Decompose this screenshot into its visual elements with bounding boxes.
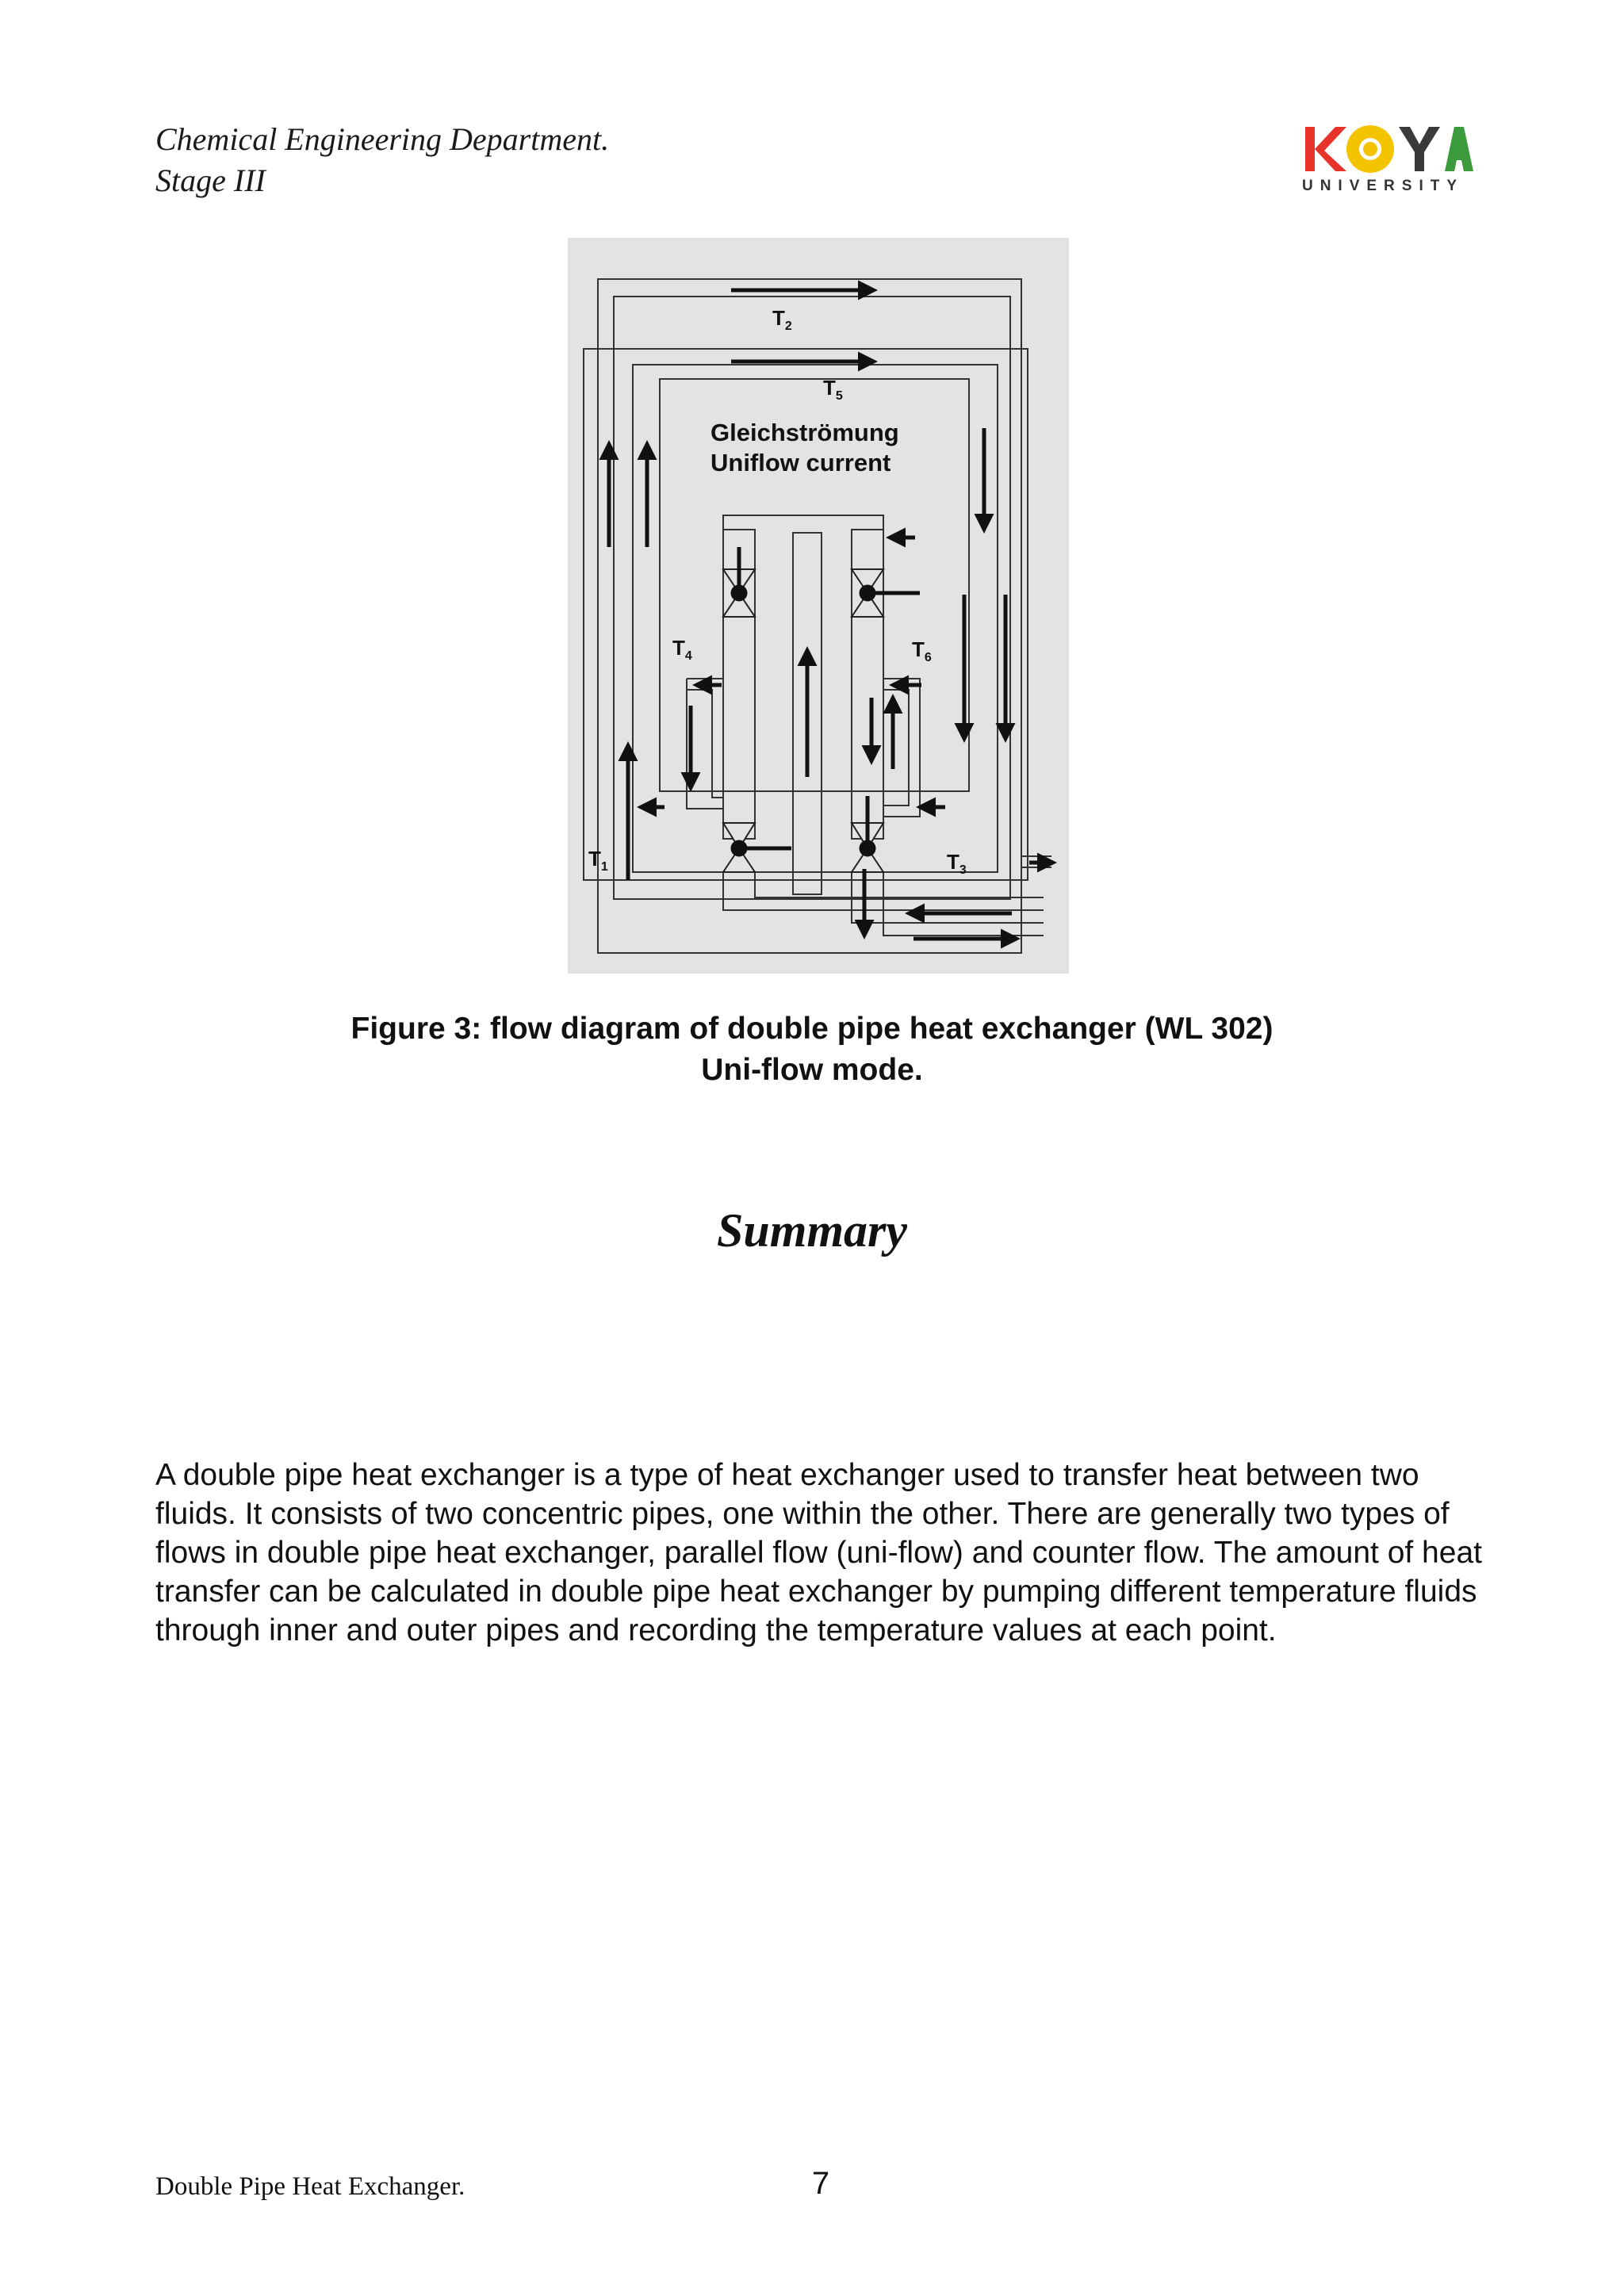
logo-mark [1293,122,1473,178]
logo-text: UNIVERSITY [1301,178,1465,194]
sensor-t5: $T_5$ [823,376,843,403]
page-number: 7 [811,2166,830,2201]
sensor-t2: $T_2$ [772,306,792,333]
flow-diagram [568,238,1069,974]
figure-label-en: Uniflow current [710,449,891,476]
summary-heading: Summary [716,1204,908,1257]
sensor-t1: $T_1$ [588,847,608,874]
header-stage: Stage III [155,163,266,198]
university-logo [1293,122,1473,203]
sensor-t3: $T_3$ [947,850,967,877]
figure-caption-line1: Figure 3: flow diagram of double pipe heat exchanger (WL 302) [350,1012,1274,1046]
summary-paragraph: A double pipe heat exchanger is a type of heat exchanger used to transfer heat between two fluids. It consists of two concentric pipes, one within the other. There are generally two types of flows in double pipe heat exchanger, parallel flow (uni-flow) and counter flow. The amount of heat transfer can be calculated in double pipe heat exchanger by pumping different temperature fluids through inner and outer pipes and recording the temperature values at each point. [155,1458,1482,1647]
figure-label-de: Gleichströmung [710,419,899,446]
header-department: Chemical Engineering Department. [155,121,610,157]
figure-caption-line2: Uni-flow mode. [701,1053,923,1087]
sensor-t4: $T_4$ [672,636,692,663]
sensor-t6: $T_6$ [912,637,932,664]
footer-title: Double Pipe Heat Exchanger. [155,2172,465,2201]
